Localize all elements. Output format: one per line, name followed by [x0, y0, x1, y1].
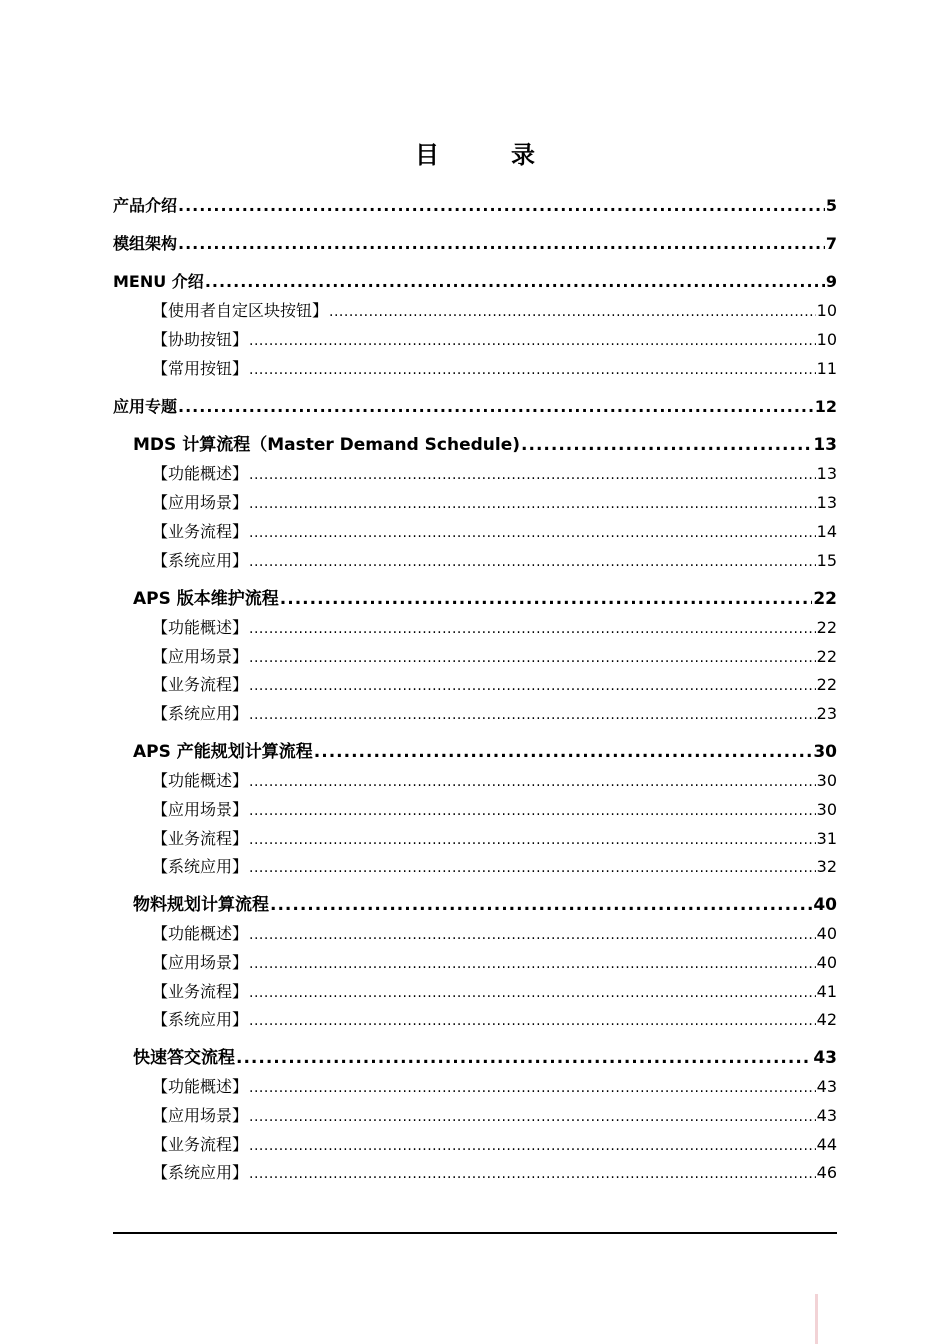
toc-entry[interactable]: [152, 644, 837, 670]
toc-entry-label: 【业务流程】: [152, 1135, 249, 1154]
toc-entry[interactable]: [133, 432, 837, 458]
toc-entry[interactable]: [152, 797, 837, 823]
toc-entry-label: 【业务流程】: [152, 675, 249, 694]
toc-entry[interactable]: [152, 356, 837, 382]
toc-entry-page-number: 11: [816, 359, 837, 378]
toc-dot-leader: [249, 701, 816, 727]
toc-entry-label: 【协助按钮】: [152, 330, 249, 349]
toc-entry-page-number: 7: [825, 234, 837, 253]
toc-entry-label: 产品介绍: [113, 196, 178, 215]
toc-dot-leader: [236, 1045, 812, 1071]
toc-dot-leader: [329, 298, 816, 324]
toc-entry-label: 【系统应用】: [152, 857, 249, 876]
toc-entry[interactable]: [152, 615, 837, 641]
toc-entry[interactable]: [152, 548, 837, 574]
toc-entry-page-number: 13: [816, 493, 837, 512]
toc-entry-label: 【功能概述】: [152, 924, 249, 943]
toc-entry-page-number: 32: [816, 857, 837, 876]
toc-entry-label: 【应用场景】: [152, 800, 249, 819]
toc-entry-label: 【系统应用】: [152, 551, 249, 570]
toc-entry-page-number: 13: [816, 464, 837, 483]
toc-entry-label: 【应用场景】: [152, 1106, 249, 1125]
toc-entry-label: MENU 介绍: [113, 272, 204, 291]
toc-dot-leader: [205, 269, 825, 295]
toc-dot-leader: [178, 394, 814, 420]
toc-entry[interactable]: [152, 519, 837, 545]
toc-entry-page-number: 22: [816, 618, 837, 637]
toc-entry-page-number: 15: [816, 551, 837, 570]
toc-entry-label: APS 产能规划计算流程: [133, 742, 313, 762]
toc-entry-label: 【系统应用】: [152, 1010, 249, 1029]
toc-entry-label: 【功能概述】: [152, 464, 249, 483]
toc-entry-page-number: 22: [816, 647, 837, 666]
toc-dot-leader: [249, 490, 816, 516]
toc-entry-label: 【业务流程】: [152, 829, 249, 848]
toc-dot-leader: [521, 432, 812, 458]
toc-entry[interactable]: [133, 1045, 837, 1071]
toc-entry-label: APS 版本维护流程: [133, 589, 279, 609]
toc-dot-leader: [249, 356, 816, 382]
toc-entry-page-number: 43: [813, 1048, 837, 1068]
toc-entry-page-number: 30: [813, 742, 837, 762]
toc-dot-leader: [314, 739, 813, 765]
toc-entry-label: 模组架构: [113, 234, 178, 253]
page-title: 目 录: [415, 141, 559, 169]
toc-entry-page-number: 22: [816, 675, 837, 694]
toc-entry-page-number: 22: [813, 589, 837, 609]
toc-dot-leader: [178, 231, 825, 257]
toc-entry[interactable]: [152, 854, 837, 880]
corner-mark: [815, 1294, 818, 1344]
toc-entry[interactable]: [152, 672, 837, 698]
toc-entry-page-number: 30: [816, 771, 837, 790]
footer-rule: [113, 1232, 837, 1234]
toc-entry[interactable]: [152, 490, 837, 516]
toc-entry[interactable]: [152, 298, 837, 324]
toc-entry-label: 【应用场景】: [152, 953, 249, 972]
toc-entry-page-number: 13: [813, 435, 837, 455]
toc-entry-page-number: 12: [814, 397, 837, 416]
toc-dot-leader: [249, 1074, 816, 1100]
toc-dot-leader: [280, 586, 813, 612]
toc-dot-leader: [249, 979, 816, 1005]
toc-dot-leader: [178, 193, 825, 219]
toc-dot-leader: [249, 1103, 816, 1129]
toc-entry-page-number: 10: [816, 301, 837, 320]
toc-entry[interactable]: [152, 701, 837, 727]
toc-entry-page-number: 14: [816, 522, 837, 541]
toc-entry-page-number: 41: [816, 982, 837, 1001]
toc-entry-label: 应用专题: [113, 397, 178, 416]
toc-entry[interactable]: [152, 826, 837, 852]
toc-entry[interactable]: [152, 979, 837, 1005]
toc-dot-leader: [249, 768, 816, 794]
toc-entry-page-number: 43: [816, 1077, 837, 1096]
toc-entry-page-number: 42: [816, 1010, 837, 1029]
toc-entry-page-number: 9: [825, 272, 837, 291]
toc-dot-leader: [249, 644, 816, 670]
toc-entry-label: 【系统应用】: [152, 704, 249, 723]
toc-entry[interactable]: [152, 327, 837, 353]
toc-dot-leader: [249, 461, 816, 487]
toc-entry-label: 【应用场景】: [152, 647, 249, 666]
toc-entry[interactable]: [152, 768, 837, 794]
toc-dot-leader: [249, 921, 816, 947]
toc-entry-label: 快速答交流程: [133, 1048, 235, 1068]
toc-entry-page-number: 31: [816, 829, 837, 848]
toc-dot-leader: [249, 519, 816, 545]
toc-entry[interactable]: [152, 1007, 837, 1033]
toc-entry-page-number: 40: [816, 924, 837, 943]
toc-entry[interactable]: [152, 950, 837, 976]
toc-entry-label: 【功能概述】: [152, 771, 249, 790]
toc-entry-label: 【业务流程】: [152, 982, 249, 1001]
toc-dot-leader: [249, 327, 816, 353]
toc-entry-page-number: 43: [816, 1106, 837, 1125]
toc-entry-page-number: 5: [825, 196, 837, 215]
toc-dot-leader: [249, 797, 816, 823]
toc-dot-leader: [249, 826, 816, 852]
toc-dot-leader: [249, 672, 816, 698]
toc-entry-page-number: 40: [813, 895, 837, 915]
toc-entry-page-number: 30: [816, 800, 837, 819]
toc-entry-label: 【应用场景】: [152, 493, 249, 512]
toc-entry-label: 【使用者自定区块按钮】: [152, 301, 329, 320]
toc-entry-label: 【常用按钮】: [152, 359, 249, 378]
toc-entry-page-number: 44: [816, 1135, 837, 1154]
toc-entry-page-number: 23: [816, 704, 837, 723]
toc-entry-label: 【功能概述】: [152, 1077, 249, 1096]
toc-dot-leader: [249, 1132, 816, 1158]
toc-entry[interactable]: [152, 1103, 837, 1129]
toc-entry-label: 【功能概述】: [152, 618, 249, 637]
toc-entry[interactable]: [133, 739, 837, 765]
toc-entry[interactable]: [133, 586, 837, 612]
toc-entry-page-number: 10: [816, 330, 837, 349]
toc-entry-label: 【系统应用】: [152, 1163, 249, 1182]
toc-entry[interactable]: [113, 269, 837, 295]
toc-entry-page-number: 46: [816, 1163, 837, 1182]
toc-dot-leader: [249, 1160, 816, 1186]
toc-entry[interactable]: [152, 1132, 837, 1158]
toc-dot-leader: [249, 854, 816, 880]
toc-entry[interactable]: [113, 231, 837, 257]
toc-dot-leader: [249, 615, 816, 641]
toc-entry-label: 物料规划计算流程: [133, 895, 269, 915]
toc-entry[interactable]: [113, 394, 837, 420]
toc-dot-leader: [249, 548, 816, 574]
toc-entry[interactable]: [152, 461, 837, 487]
toc-entry-page-number: 40: [816, 953, 837, 972]
toc-dot-leader: [249, 1007, 816, 1033]
toc-dot-leader: [270, 892, 812, 918]
toc-entry[interactable]: [113, 193, 837, 219]
toc-entry[interactable]: [152, 921, 837, 947]
toc-entry[interactable]: [133, 892, 837, 918]
toc-entry-label: 【业务流程】: [152, 522, 249, 541]
toc-dot-leader: [249, 950, 816, 976]
toc-entry[interactable]: [152, 1160, 837, 1186]
toc-entry-label: MDS 计算流程（Master Demand Schedule): [133, 435, 521, 455]
toc-entry[interactable]: [152, 1074, 837, 1100]
